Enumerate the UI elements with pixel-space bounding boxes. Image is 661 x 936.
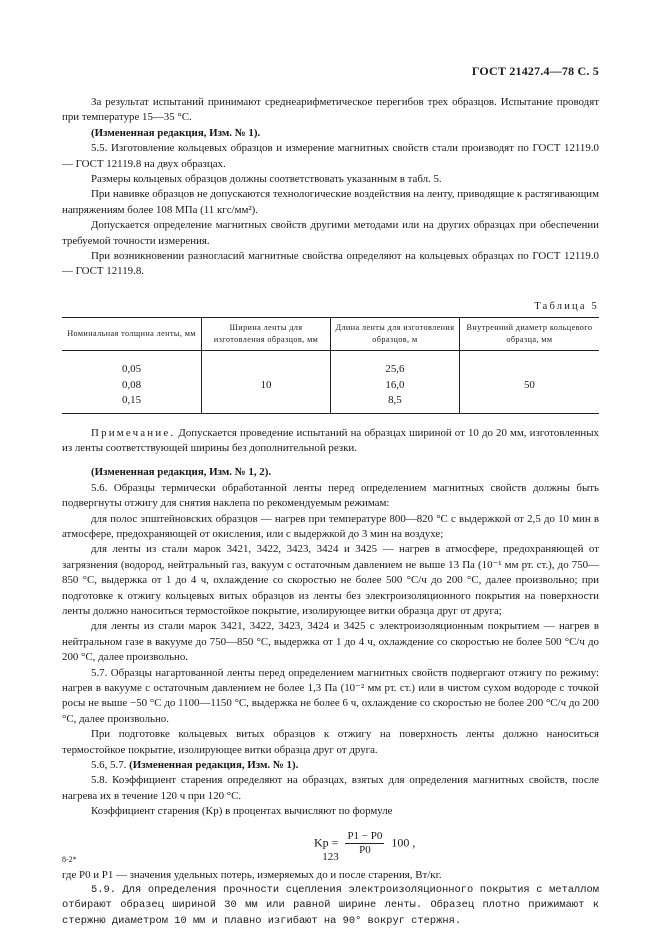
table-header-diameter: Внутренний диаметр кольцевого образца, мм [459,318,599,351]
cell-value: 16,0 [385,378,405,391]
cell-value: 25,6 [385,363,405,376]
table-row [62,351,599,413]
paragraph: За результат испытаний принимают среднеарифметическое перегибов трех образцов. Испытание проводят при температуре 15—35 °С. [62,96,599,124]
cell-value: 0,15 [122,394,142,407]
formula-rhs: 100 , [391,834,416,849]
table-header-width: Ширина ленты для изготовления образцов, мм [202,318,331,351]
cell-value: 8,5 [388,394,402,407]
table-header-length: Длина ленты для изготовления образцов, м [330,318,459,351]
page-header: ГОСТ 21427.4—78 С. 5 [471,64,599,78]
paragraph: Размеры кольцевых образцов должны соответствовать указанным в табл. 5. [91,173,442,186]
footer-mark: 8-2* [62,855,77,864]
amendment-prefix: 5.6, 5.7. [91,759,130,772]
table-cell-length [330,351,459,413]
formula-numerator: P1 − P0 [347,829,383,842]
note-label: Примечание. [91,426,176,439]
paragraph: 5.9. Для определения прочности сцепления электроизоляционного покрытия с металлом отбирают образец шириной 30 мм или равной ширине ленты. Образец плотно прижимают к стержню диаметром 10 мм и плавно изгибают на 90° вокруг стержня. [62,884,599,927]
table-header-thickness: Номинальная толщина ленты, мм [62,318,202,351]
table-5 [62,317,599,413]
paragraph: Допускается определение магнитных свойств другими методами или на других образцах при обеспечении требуемой точности измерения. [62,219,599,247]
table-cell-thickness [62,351,202,413]
formula-denominator: P0 [359,843,371,856]
document-body [62,95,599,929]
cell-value: 0,08 [122,378,142,391]
paragraph: При подготовке кольцевых витых образцов к отжигу на поверхность ленты должно наноситься термостойкое покрытие, изолирующее витки образца друг от друга. [62,728,599,756]
paragraph: 5.7. Образцы нагартованной ленты перед определением магнитных свойств подвергают отжигу по режиму: нагрев в вакууме с остаточным давлением не более 1,3 Па (10⁻² мм рт. ст.) или в чистом сухом водороде с точкой росы не выше −50 °С до 1100—1150 °С, выдержка не более 6 ч, охлаждение со скоростью не более 200 °С/ч до 200 °С, далее произвольно. [62,666,599,725]
amendment-note: (Измененная редакция, Изм. № 1). [91,126,261,139]
table-cell-width: 10 [202,351,331,413]
paragraph: для полос эпштейновских образцов — нагрев при температуре 800—820 °С с выдержкой от 2,5 до 10 мин в атмосфере, предохраняющей от окисления, или с выдержкой до 3 мин на воздухе; [62,512,599,540]
paragraph: 5.8. Коэффициент старения определяют на образцах, взятых для определения магнитных свойств, после нагрева их в течение 120 ч при 120 °С. [62,774,599,802]
paragraph: для ленты из стали марок 3421, 3422, 3423, 3424 и 3425 с электроизоляционным покрытием — нагрев в нейтральном газе в вакууме до 750—850 °С, выдержка от 1 до 4 ч, охлаждение со скоростью не более 500 °С/ч до 200 °С, далее произвольно. [62,620,599,664]
table-caption: Таблица 5 [534,300,599,312]
paragraph: Коэффициент старения (Kр) в процентах вычисляют по формуле [91,805,393,818]
formula-lhs: Kр = [314,834,339,849]
amendment-bold: (Измененная редакция, Изм. № 1). [129,759,299,772]
cell-value: 0,05 [122,363,142,376]
paragraph: для ленты из стали марок 3421, 3422, 3423, 3424 и 3425 — нагрев в атмосфере, предохраняющей от загрязнения (водород, нейтральный газ, вакуум с остаточным давлением не выше 13 Па (10⁻¹ мм рт. ст.), до 750—850 °С, выдержка от 1 до 4 ч, охлаждение со скоростью не более 500 °С/ч до 200 °С, далее произвольно; при подготовке к отжигу кольцевых витых образцов из ленты без электроизоляционного покрытия на поверхности ленты должно наноситься термостойкое покрытие, изолирующее витки образца друг от друга; [62,543,599,617]
amendment-note: (Измененная редакция, Изм. № 1, 2). [91,466,272,479]
table-note [62,426,599,457]
table-cell-diameter: 50 [459,351,599,413]
paragraph: При навивке образцов не допускаются технологические воздействия на ленту, приводящие к растягивающим напряжениям более 108 МПа (11 кгс/мм²). [62,188,599,216]
page-number: 123 [322,851,339,863]
note-text: Допускается проведение испытаний на образцах шириной от 10 до 20 мм, изготовленных из ленты соответствующей ширины без дополнительной резки. [62,426,599,454]
paragraph: 5.5. Изготовление кольцевых образцов и измерение магнитных свойств стали производят по ГОСТ 12119.0 — ГОСТ 12119.8 на двух образцах. [62,142,599,170]
amendment-note [62,758,599,773]
paragraph: где P0 и P1 — значения удельных потерь, измеряемых до и после старения, Вт/кг. [62,868,442,881]
paragraph: 5.6. Образцы термически обработанной ленты перед определением магнитных свойств должны быть подвергнуты отжигу для снятия наклепа по рекомендуемым режимам: [62,481,599,510]
paragraph: При возникновении разногласий магнитные свойства определяют на кольцевых образцах по ГОСТ 12119.0 — ГОСТ 12119.8. [62,250,599,278]
